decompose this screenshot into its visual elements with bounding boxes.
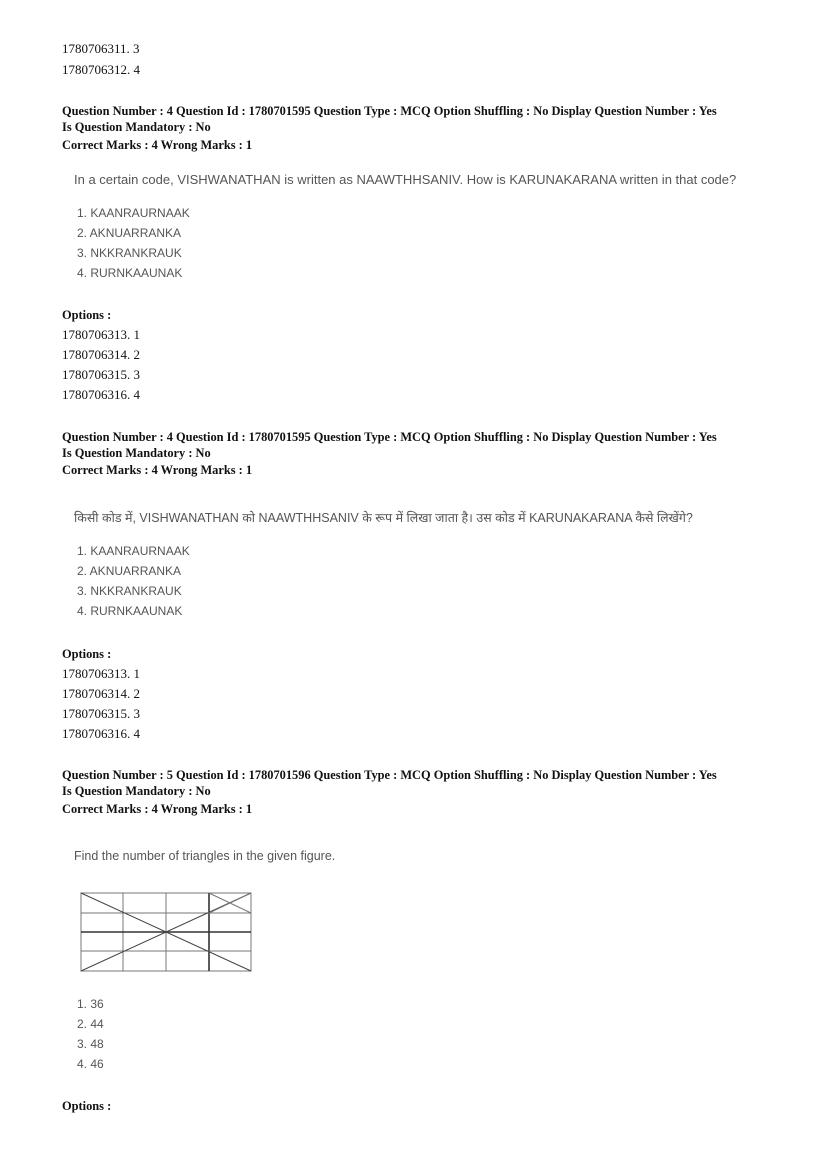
question-text: किसी कोड में, VISHWANATHAN को NAAWTHHSANIV के रूप में लिखा जाता है। उस कोड में KARUNAKARANA कैसे लिखेंगे? bbox=[74, 511, 693, 525]
choice: 1. KAANRAURNAAK bbox=[77, 206, 190, 220]
option-id-line: 1780706311. 3 bbox=[62, 41, 140, 56]
option-id-line: 1780706315. 3 bbox=[62, 706, 140, 721]
question-meta: Question Number : 4 Question Id : 1780701595 Question Type : MCQ Option Shuffling : No Display Question Number : Yes Is Question Mandatory : No bbox=[62, 104, 717, 134]
option-id-line: 1780706312. 4 bbox=[62, 62, 140, 77]
option-id-line: 1780706313. 1 bbox=[62, 327, 140, 342]
question-meta: Question Number : 4 Question Id : 1780701595 Question Type : MCQ Option Shuffling : No Display Question Number : Yes Is Question Mandatory : No bbox=[62, 430, 717, 460]
choice: 3. NKKRANKRAUK bbox=[77, 584, 182, 598]
choice: 4. 46 bbox=[77, 1057, 104, 1071]
question-meta: Question Number : 5 Question Id : 1780701596 Question Type : MCQ Option Shuffling : No Display Question Number : Yes Is Question Mandatory : No bbox=[62, 768, 717, 798]
choice: 2. AKNUARRANKA bbox=[77, 564, 182, 578]
choice: 1. KAANRAURNAAK bbox=[77, 544, 190, 558]
choice: 2. 44 bbox=[77, 1017, 104, 1031]
options-label: Options : bbox=[62, 308, 112, 322]
option-id-line: 1780706314. 2 bbox=[62, 686, 140, 701]
choice: 1. 36 bbox=[77, 997, 104, 1011]
marks-line: Correct Marks : 4 Wrong Marks : 1 bbox=[62, 802, 253, 816]
option-id-line: 1780706316. 4 bbox=[62, 387, 140, 402]
option-id-line: 1780706315. 3 bbox=[62, 367, 140, 382]
marks-line: Correct Marks : 4 Wrong Marks : 1 bbox=[62, 138, 253, 152]
choice: 3. 48 bbox=[77, 1037, 104, 1051]
choice: 3. NKKRANKRAUK bbox=[77, 246, 182, 260]
choice: 4. RURNKAAUNAK bbox=[77, 604, 183, 618]
choice: 2. AKNUARRANKA bbox=[77, 226, 182, 240]
option-id-line: 1780706314. 2 bbox=[62, 347, 140, 362]
triangle-figure bbox=[80, 891, 256, 975]
question-text: Find the number of triangles in the given figure. bbox=[74, 849, 336, 863]
question-text: In a certain code, VISHWANATHAN is written as NAAWTHHSANIV. How is KARUNAKARANA written in that code? bbox=[74, 172, 737, 187]
option-id-line: 1780706313. 1 bbox=[62, 666, 140, 681]
option-id-line: 1780706316. 4 bbox=[62, 726, 140, 741]
marks-line: Correct Marks : 4 Wrong Marks : 1 bbox=[62, 463, 253, 477]
options-label: Options : bbox=[62, 647, 112, 661]
options-label: Options : bbox=[62, 1099, 112, 1113]
choice: 4. RURNKAAUNAK bbox=[77, 266, 183, 280]
